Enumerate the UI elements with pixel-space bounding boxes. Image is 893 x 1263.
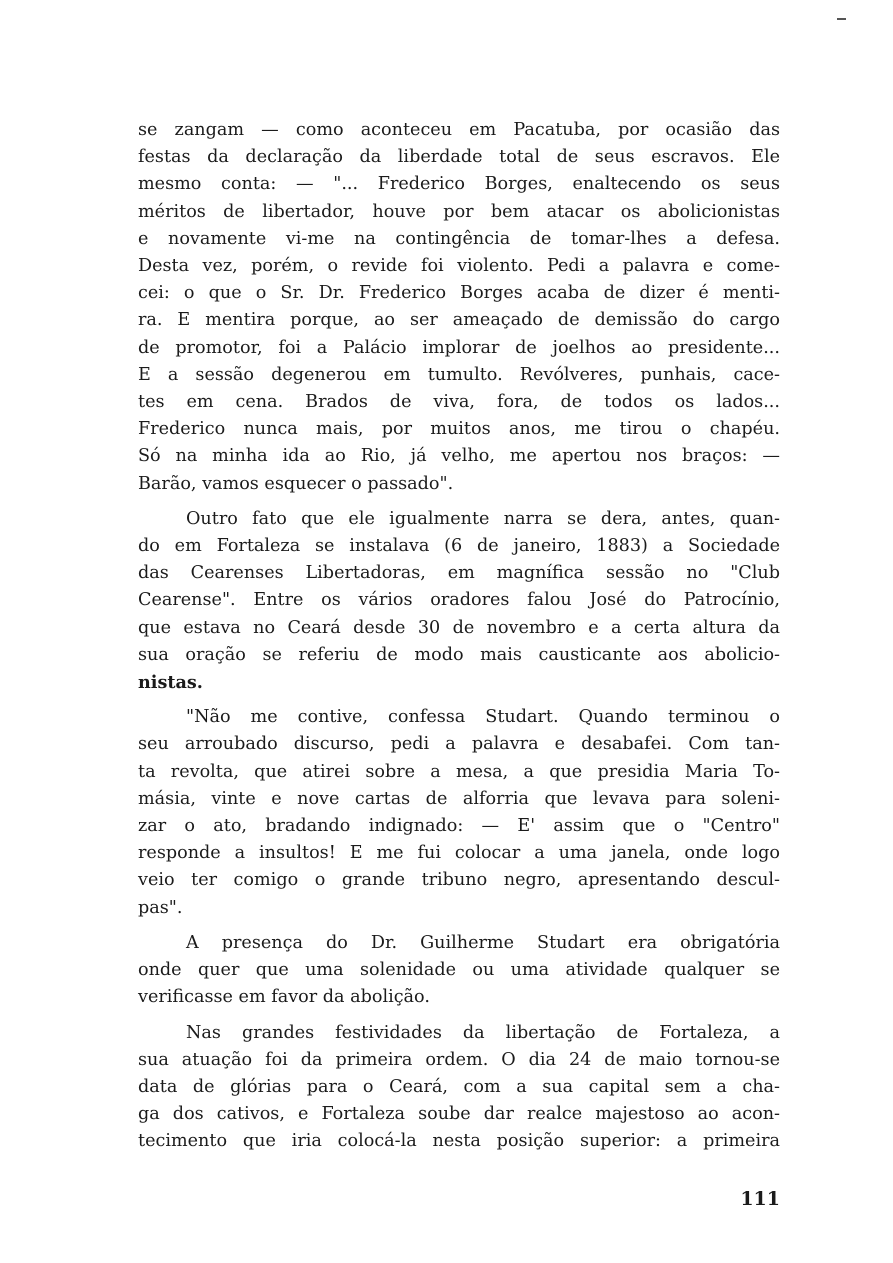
text-line: do em Fortaleza se instalava (6 de janeiro, 1883) a Sociedade bbox=[138, 536, 780, 557]
text-line: das Cearenses Libertadoras, em magnífica sessão no "Club bbox=[138, 563, 780, 584]
text-line: Desta vez, porém, o revide foi violento. Pedi a palavra e come- bbox=[138, 256, 780, 277]
page-number: 111 bbox=[740, 1188, 780, 1210]
body-text bbox=[138, 117, 780, 1164]
text-line: e novamente vi-me na contingência de tomar-lhes a defesa. bbox=[138, 228, 780, 249]
paragraph bbox=[138, 930, 780, 1012]
text-line: ta revolta, que atirei sobre a mesa, a que presidia Maria To- bbox=[138, 761, 780, 782]
text-line: seu arroubado discurso, pedi a palavra e desabafei. Com tan- bbox=[138, 734, 780, 755]
text-line: sua atuação foi da primeira ordem. O dia 24 de maio tornou-se bbox=[138, 1049, 780, 1070]
text-line: Frederico nunca mais, por muitos anos, me tirou o chapéu. bbox=[138, 419, 780, 440]
text-line: de promotor, foi a Palácio implorar de joelhos ao presidente... bbox=[138, 337, 780, 358]
text-line: verificasse em favor da abolição. bbox=[138, 987, 430, 1008]
text-line: zar o ato, bradando indignado: — E' assim que o "Centro" bbox=[138, 816, 780, 837]
text-line: que estava no Ceará desde 30 de novembro e a certa altura da bbox=[138, 617, 780, 638]
paragraph bbox=[138, 1020, 780, 1156]
text-line: ra. E mentira porque, ao ser ameaçado de demissão do cargo bbox=[138, 310, 780, 331]
text-line: A presença do Dr. Guilherme Studart era obrigatória bbox=[186, 932, 780, 953]
text-line: Nas grandes festividades da libertação de Fortaleza, a bbox=[186, 1022, 780, 1043]
text-line: sua oração se referiu de modo mais causticante aos abolicio- bbox=[138, 644, 780, 665]
text-line: Outro fato que ele igualmente narra se dera, antes, quan- bbox=[186, 508, 780, 529]
text-line: másia, vinte e nove cartas de alforria que levava para soleni- bbox=[138, 788, 780, 809]
text-line: "Não me contive, confessa Studart. Quando terminou o bbox=[186, 707, 780, 728]
text-line: Cearense". Entre os vários oradores falou José do Patrocínio, bbox=[138, 590, 780, 611]
text-line: E a sessão degenerou em tumulto. Revólveres, punhais, cace- bbox=[138, 364, 780, 385]
paragraph bbox=[138, 506, 780, 696]
text-line: ga dos cativos, e Fortaleza soube dar realce majestoso ao acon- bbox=[138, 1104, 780, 1125]
text-line: Barão, vamos esquecer o passado". bbox=[138, 473, 454, 494]
scan-mark bbox=[837, 18, 846, 20]
text-line: pas". bbox=[138, 897, 183, 918]
text-line: méritos de libertador, houve por bem atacar os abolicionistas bbox=[138, 201, 780, 222]
paragraph bbox=[138, 117, 780, 498]
text-line: tes em cena. Brados de viva, fora, de todos os lados... bbox=[138, 392, 780, 413]
text-line: Só na minha ida ao Rio, já velho, me apertou nos braços: — bbox=[138, 446, 780, 467]
text-line: responde a insultos! E me fui colocar a uma janela, onde logo bbox=[138, 843, 780, 864]
text-line: data de glórias para o Ceará, com a sua capital sem a cha- bbox=[138, 1076, 780, 1097]
text-line: mesmo conta: — "... Frederico Borges, enaltecendo os seus bbox=[138, 174, 780, 195]
text-line: nistas. bbox=[138, 672, 203, 694]
text-line: se zangam — como aconteceu em Pacatuba, por ocasião das bbox=[138, 120, 780, 140]
paragraph bbox=[138, 704, 780, 922]
text-line: veio ter comigo o grande tribuno negro, apresentando descul- bbox=[138, 870, 780, 891]
text-line: tecimento que iria colocá-la nesta posição superior: a primeira bbox=[138, 1131, 780, 1152]
text-line: onde quer que uma solenidade ou uma atividade qualquer se bbox=[138, 960, 780, 981]
text-line: cei: o que o Sr. Dr. Frederico Borges acaba de dizer é menti- bbox=[138, 283, 780, 304]
text-line: festas da declaração da liberdade total de seus escravos. Ele bbox=[138, 147, 780, 168]
